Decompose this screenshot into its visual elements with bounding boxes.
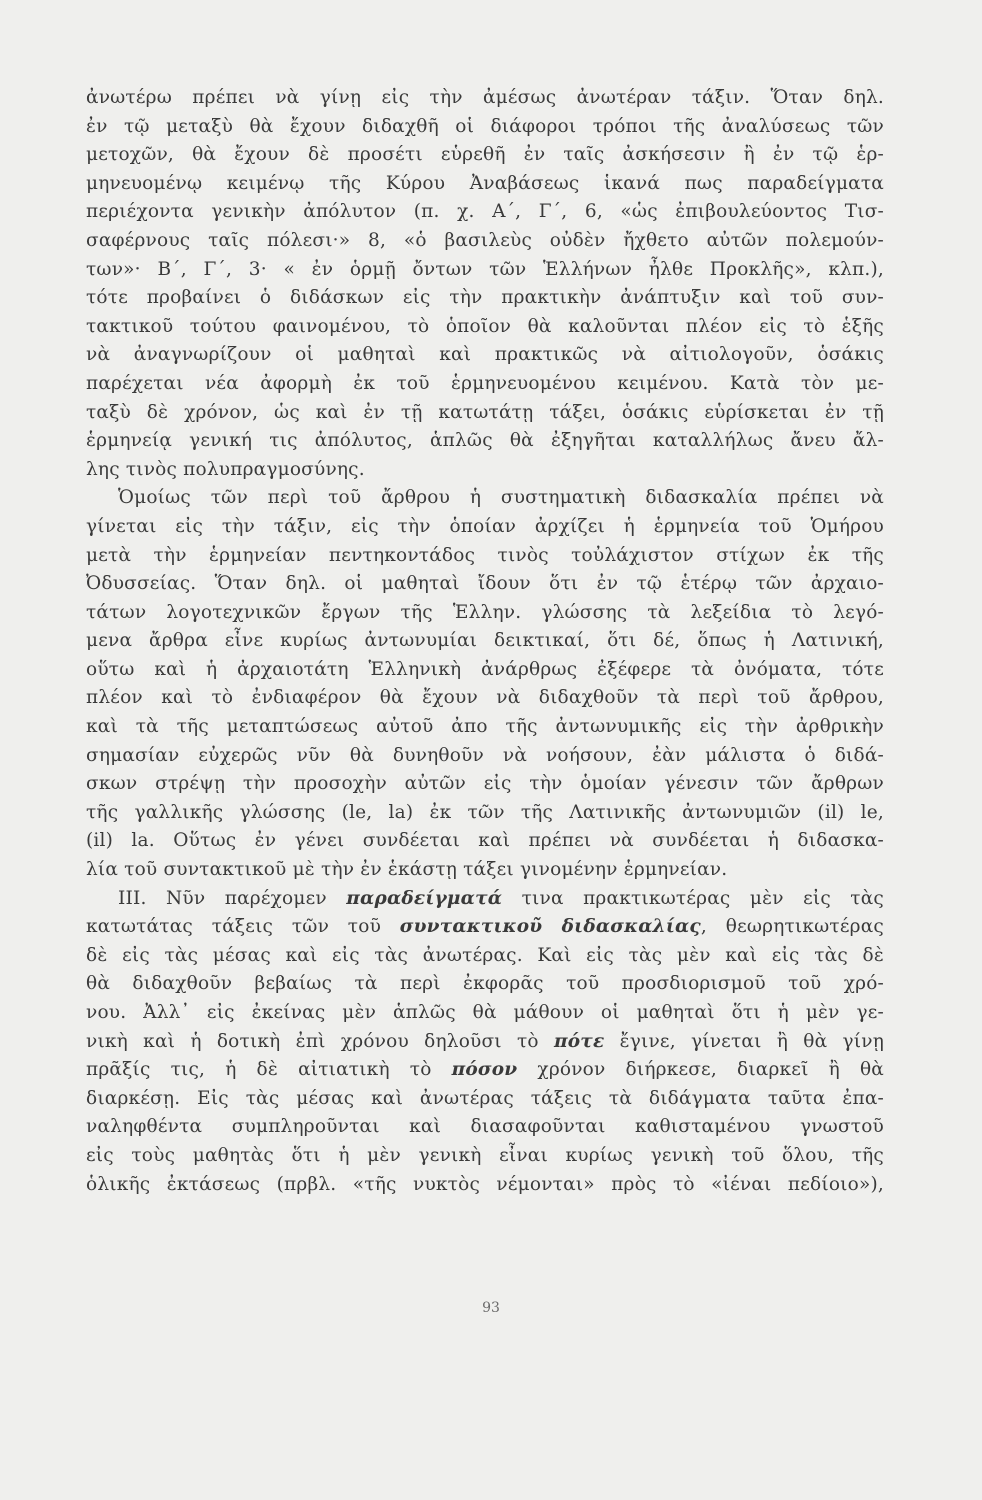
- text-line: δὲ εἰς τὰς μέσας καὶ εἰς τὰς ἀνωτέρας. Καὶ εἰς τὰς μὲν καὶ εἰς τὰς δὲ: [86, 944, 884, 966]
- text-line: Ὀδυσσείας. Ὅταν δηλ. οἱ μαθηταὶ ἴδουν ὅτι ἐν τῷ ἑτέρῳ τῶν ἀρχαιο-: [86, 573, 884, 595]
- paragraph-2: [86, 484, 884, 884]
- text-line: μετοχῶν, θὰ ἔχουν δὲ προσέτι εὑρεθῆ ἐν ταῖς ἀσκήσεσιν ἢ ἐν τῷ ἑρ-: [86, 144, 884, 166]
- text-line: πλέον καὶ τὸ ἐνδιαφέρον θὰ ἔχουν νὰ διδαχθοῦν τὰ περὶ τοῦ ἄρθρου,: [86, 687, 884, 709]
- text-line: μετὰ τὴν ἑρμηνείαν πεντηκοντάδος τινὸς τοὐλάχιστον στίχων ἐκ τῆς: [86, 544, 884, 566]
- text-line: νὰ ἀναγνωρίζουν οἱ μαθηταὶ καὶ πρακτικῶς νὰ αἰτιολογοῦν, ὁσάκις: [86, 344, 884, 366]
- text-line: [86, 1028, 884, 1057]
- text-line: [86, 913, 884, 942]
- page-number: 93: [482, 1300, 500, 1316]
- text-line: μενα ἄρθρα εἶνε κυρίως ἀντωνυμίαι δεικτικαί, ὅτι δέ, ὅπως ἡ Λατινική,: [86, 630, 884, 652]
- text-line: τάτων λογοτεχνικῶν ἔργων τῆς Ἑλλην. γλώσσης τὰ λεξείδια τὸ λεγό-: [86, 601, 884, 623]
- text-line: γίνεται εἰς τὴν τάξιν, εἰς τὴν ὁποίαν ἀρχίζει ἡ ἑρμηνεία τοῦ Ὁμήρου: [86, 515, 884, 537]
- text-line: [86, 885, 884, 914]
- text-line: τακτικοῦ τούτου φαινομένου, τὸ ὁποῖον θὰ καλοῦνται πλέον εἰς τὸ ἑξῆς: [86, 315, 884, 337]
- text-line: [86, 1056, 884, 1085]
- text-span: νικὴ καὶ ἡ δοτικὴ ἐπὶ χρόνου δηλοῦσι τὸ: [86, 1030, 555, 1052]
- text-line: νου. Ἀλλ᾽ εἰς ἐκείνας μὲν ἁπλῶς θὰ μάθουν οἱ μαθηταὶ ὅτι ἡ μὲν γε-: [86, 1002, 884, 1023]
- text-line: Ὁμοίως τῶν περὶ τοῦ ἄρθρου ἡ συστηματικὴ διδασκαλία πρέπει νὰ: [118, 487, 884, 509]
- text-line: λία τοῦ συντακτικοῦ μὲ τὴν ἐν ἑκάστῃ τάξει γινομένην ἑρμηνείαν.: [86, 859, 728, 881]
- emphasis-text: παραδείγματά: [346, 887, 503, 909]
- text-span: , θεωρητικωτέρας: [700, 916, 884, 938]
- text-line: θὰ διδαχθοῦν βεβαίως τὰ περὶ ἐκφορᾶς τοῦ προσδιορισμοῦ τοῦ χρό-: [86, 973, 884, 995]
- text-line: τότε προβαίνει ὁ διδάσκων εἰς τὴν πρακτικὴν ἀνάπτυξιν καὶ τοῦ συν-: [86, 287, 884, 309]
- text-line: τῆς γαλλικῆς γλώσσης (le, la) ἐκ τῶν τῆς Λατινικῆς ἀντωνυμιῶν (il) le,: [86, 801, 884, 823]
- text-line: οὕτω καὶ ἡ ἀρχαιοτάτη Ἑλληνικὴ ἀνάρθρως ἐξέφερε τὰ ὀνόματα, τότε: [86, 658, 884, 680]
- text-line: ἀνωτέρω πρέπει νὰ γίνῃ εἰς τὴν ἀμέσως ἀνωτέραν τάξιν. Ὅταν δηλ.: [86, 87, 884, 108]
- text-line: σημασίαν εὐχερῶς νῦν θὰ δυνηθοῦν νὰ νοήσουν, ἐὰν μάλιστα ὁ διδά-: [86, 744, 884, 766]
- paragraph-1: [86, 84, 884, 484]
- text-line: ταξὺ δὲ χρόνον, ὡς καὶ ἐν τῇ κατωτάτῃ τάξει, ὁσάκις εὑρίσκεται ἐν τῇ: [86, 401, 884, 423]
- text-span: πρᾶξίς τις, ἡ δὲ αἰτιατικὴ τὸ: [86, 1059, 452, 1081]
- text-span: χρόνον διήρκεσε, διαρκεῖ ἢ θὰ: [517, 1059, 884, 1081]
- text-line: διαρκέσῃ. Εἰς τὰς μέσας καὶ ἀνωτέρας τάξεις τὰ διδάγματα ταῦτα ἐπα-: [86, 1087, 884, 1109]
- text-line: λης τινὸς πολυπραγμοσύνης.: [86, 458, 365, 480]
- text-span: τινα πρακτικωτέρας μὲν εἰς τὰς: [502, 887, 884, 909]
- text-line: καὶ τὰ τῆς μεταπτώσεως αὐτοῦ ἀπο τῆς ἀντωνυμικῆς εἰς τὴν ἀρθρικὴν: [86, 716, 884, 738]
- body-text: [86, 84, 884, 1199]
- text-line: μηνευομένῳ κειμένῳ τῆς Κύρου Ἀναβάσεως ἱκανά πως παραδείγματα: [86, 172, 884, 194]
- text-line: περιέχοντα γενικὴν ἀπόλυτον (π. χ. Α΄, Γ΄, 6, «ὡς ἐπιβουλεύοντος Τισ-: [86, 201, 884, 223]
- text-span: ΙΙΙ. Νῦν παρέχομεν: [118, 887, 347, 909]
- text-line: (il) la. Οὕτως ἐν γένει συνδέεται καὶ πρέπει νὰ συνδέεται ἡ διδασκα-: [86, 830, 884, 852]
- text-line: σκων στρέψῃ τὴν προσοχὴν αὐτῶν εἰς τὴν ὁμοίαν γένεσιν τῶν ἄρθρων: [86, 773, 884, 795]
- text-line: ναληφθέντα συμπληροῦνται καὶ διασαφοῦνται καθισταμένου γνωστοῦ: [86, 1116, 884, 1138]
- text-line: παρέχεται νέα ἀφορμὴ ἐκ τοῦ ἑρμηνευομένου κειμένου. Κατὰ τὸν με-: [86, 372, 884, 394]
- paragraph-3: [86, 885, 884, 1200]
- text-span: ἔγινε, γίνεται ἢ θὰ γίνῃ: [604, 1030, 884, 1052]
- emphasis-text: πότε: [554, 1030, 605, 1052]
- emphasis-text: συντακτικοῦ διδασκαλίας: [399, 916, 701, 938]
- text-line: ἑρμηνείᾳ γενική τις ἀπόλυτος, ἁπλῶς θὰ ἐξηγῆται καταλλήλως ἄνευ ἄλ-: [86, 430, 884, 452]
- text-line: εἰς τοὺς μαθητὰς ὅτι ἡ μὲν γενικὴ εἶναι κυρίως γενικὴ τοῦ ὅλου, τῆς: [86, 1144, 884, 1166]
- text-line: ἐν τῷ μεταξὺ θὰ ἔχουν διδαχθῆ οἱ διάφοροι τρόποι τῆς ἀναλύσεως τῶν: [86, 115, 884, 137]
- text-line: ὁλικῆς ἐκτάσεως (πρβλ. «τῆς νυκτὸς νέμονται» πρὸς τὸ «ἰέναι πεδίοιο»),: [86, 1173, 884, 1195]
- text-line: των»· Β΄, Γ΄, 3· « ἐν ὁρμῇ ὄντων τῶν Ἑλλήνων ἦλθε Προκλῆς», κλπ.),: [86, 258, 884, 280]
- emphasis-text: πόσον: [451, 1059, 518, 1081]
- text-line: σαφέρνους ταῖς πόλεσι·» 8, «ὁ βασιλεὺς οὐδὲν ἤχθετο αὐτῶν πολεμούν-: [86, 229, 884, 251]
- text-span: κατωτάτας τάξεις τῶν τοῦ: [86, 916, 400, 938]
